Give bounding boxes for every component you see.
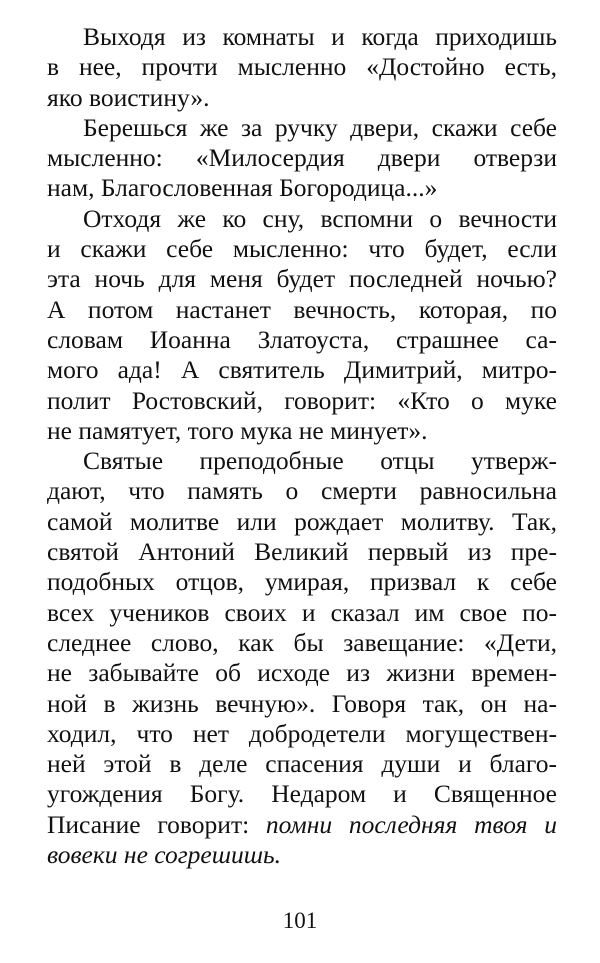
- text-line: мысленно: «Милосердия двери отверзи: [47, 143, 557, 173]
- text-line: эта ночь для меня будет последней ночью?: [47, 264, 557, 294]
- text-line: самой молитве или рождает молитву. Так,: [47, 506, 557, 536]
- page-number: 101: [282, 908, 318, 933]
- text-line: Берешься же за ручку двери, скажи себе: [83, 112, 557, 142]
- book-page-text: [47, 22, 557, 870]
- text-line: полит Ростовский, говорит: «Кто о муке: [47, 385, 557, 415]
- paragraph: [47, 113, 557, 204]
- scripture-quote: вовеки не согрешишь.: [47, 840, 281, 870]
- text-line: угождения Богу. Недаром и Священное: [47, 779, 557, 809]
- text-segment: Писание говорит:: [47, 809, 266, 839]
- text-line: яко воистину».: [47, 82, 210, 112]
- text-line-with-quote: [47, 840, 557, 870]
- text-line: в нее, прочти мысленно «Достойно есть,: [47, 52, 557, 82]
- text-line: А потом настанет вечность, которая, по: [47, 294, 557, 324]
- paragraph: [47, 446, 557, 870]
- text-line: словам Иоанна Златоуста, страшнее са-: [47, 324, 557, 354]
- text-line: нам, Благословенная Богородица...»: [47, 173, 438, 203]
- text-line: не забывайте об исходе из жизни времен-: [47, 658, 557, 688]
- text-line: святой Антоний Великий первый из пре-: [47, 537, 557, 567]
- scripture-quote: помни последняя твоя и: [265, 809, 557, 839]
- text-line: ходил, что нет добродетели могуществен-: [47, 718, 557, 748]
- text-line: дают, что память о смерти равносильна: [47, 476, 557, 506]
- paragraph: [47, 204, 557, 446]
- text-line: и скажи себе мысленно: что будет, если: [47, 234, 557, 264]
- text-line: ной в жизнь вечную». Говоря так, он на-: [47, 688, 557, 718]
- text-line: следнее слово, как бы завещание: «Дети,: [47, 627, 557, 657]
- text-line: не памятует, того мука не минует».: [47, 415, 428, 445]
- text-line: Выходя из комнаты и когда приходишь: [83, 22, 557, 51]
- text-line: мого ада! А святитель Димитрий, митро-: [47, 355, 557, 385]
- text-line: подобных отцов, умирая, призвал к себе: [47, 567, 557, 597]
- text-line: Святые преподобные отцы утверж-: [83, 446, 557, 476]
- text-line: Отходя же ко сну, вспомни о вечности: [83, 203, 557, 233]
- text-line-with-quote: [47, 810, 557, 840]
- text-line: всех учеников своих и сказал им свое по-: [47, 597, 557, 627]
- paragraph: [47, 22, 557, 113]
- text-line: ней этой в деле спасения души и благо-: [47, 749, 557, 779]
